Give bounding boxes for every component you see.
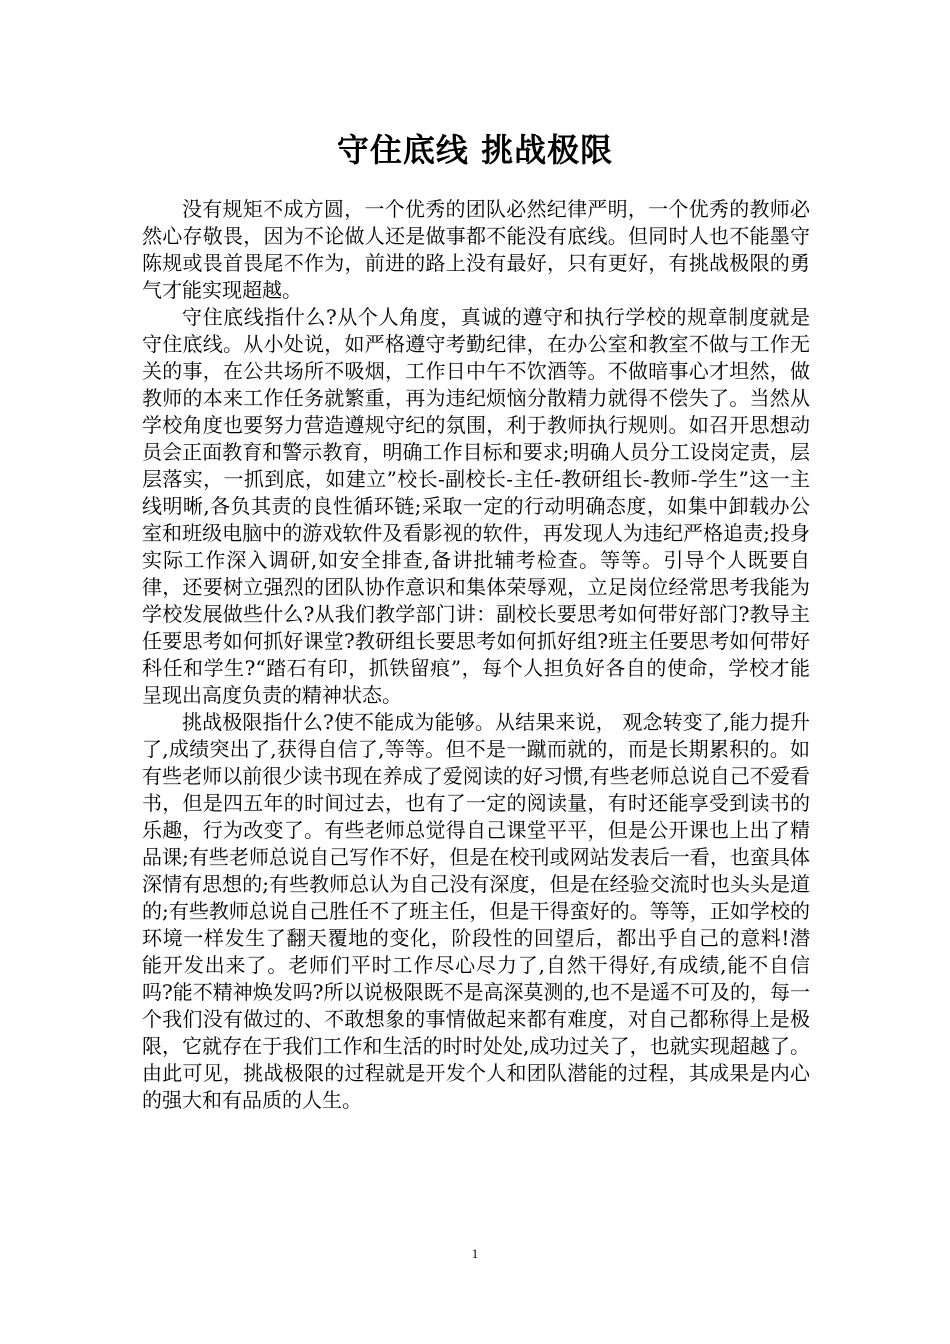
document-title: 守住底线 挑战极限 [336, 131, 614, 169]
paragraph-1: 没有规矩不成方圆，一个优秀的团队必然纪律严明，一个优秀的教师必然心存敬畏，因为不论做人还是做事都不能没有底线。但同时人也不能墨守陈规或畏首畏尾不作为，前进的路上没有最好，只有更好，有挑战极限的勇气才能实现超越。 [142, 197, 810, 302]
paragraph-3: 挑战极限指什么?使不能成为能够。从结果来说， 观念转变了,能力提升了,成绩突出了,获得自信了,等等。但不是一蹴而就的，而是长期累积的。如有些老师以前很少读书现在养成了爱阅读的好习惯,有些老师总说自己不爱看书，但是四五年的时间过去，也有了一定的阅读量，有时还能享受到读书的乐趣，行为改变了。有些老师总觉得自己课堂平平，但是公开课也上出了精品课;有些老师总说自己写作不好，但是在校刊或网站发表后一看，也蛮具体深情有思想的;有些教师总认为自己没有深度，但是在经验交流时也头头是道的;有些教师总说自己胜任不了班主任，但是干得蛮好的。等等，正如学校的环境一样发生了翻天覆地的变化，阶段性的回望后，都出乎自己的意料!潜能开发出来了。老师们平时工作尽心尽力了,自然干得好,有成绩,能不自信吗?能不精神焕发吗?所以说极限既不是高深莫测的,也不是遥不可及的，每一个我们没有做过的、不敢想象的事情做起来都有难度，对自己都称得上是极限，它就存在于我们工作和生活的时时处处,成功过关了，也就实现超越了。由此可见，挑战极限的过程就是开发个人和团队潜能的过程，其成果是内心的强大和有品质的人生。 [142, 710, 810, 1112]
page-number: 1 [471, 1246, 479, 1261]
document-body [142, 196, 810, 1114]
paragraph-2: 守住底线指什么?从个人角度，真诚的遵守和执行学校的规章制度就是守住底线。从小处说，如严格遵守考勤纪律，在办公室和教室不做与工作无关的事，在公共场所不吸烟，工作日中午不饮酒等。不做暗事心才坦然，做教师的本来工作任务就繁重，再为违纪烦恼分散精力就得不偿失了。当然从学校角度也要努力营造遵规守纪的氛围，利于教师执行规则。如召开思想动员会正面教育和警示教育，明确工作目标和要求;明确人员分工设岗定责，层层落实，一抓到底，如建立”校长-副校长-主任-教研组长-教师-学生”这一主线明晰,各负其责的良性循环链;采取一定的行动明确态度，如集中卸载办公室和班级电脑中的游戏软件及看影视的软件，再发现人为违纪严格追责;投身实际工作深入调研,如安全排查,备讲批辅考检查。等等。引导个人既要自律，还要树立强烈的团队协作意识和集体荣辱观，立足岗位经常思考我能为学校发展做些什么?从我们教学部门讲：副校长要思考如何带好部门?教导主任要思考如何抓好课堂?教研组长要思考如何抓好组?班主任要思考如何带好科任和学生?“踏石有印，抓铁留痕”，每个人担负好各自的使命，学校才能呈现出高度负责的精神状态。 [142, 305, 810, 707]
